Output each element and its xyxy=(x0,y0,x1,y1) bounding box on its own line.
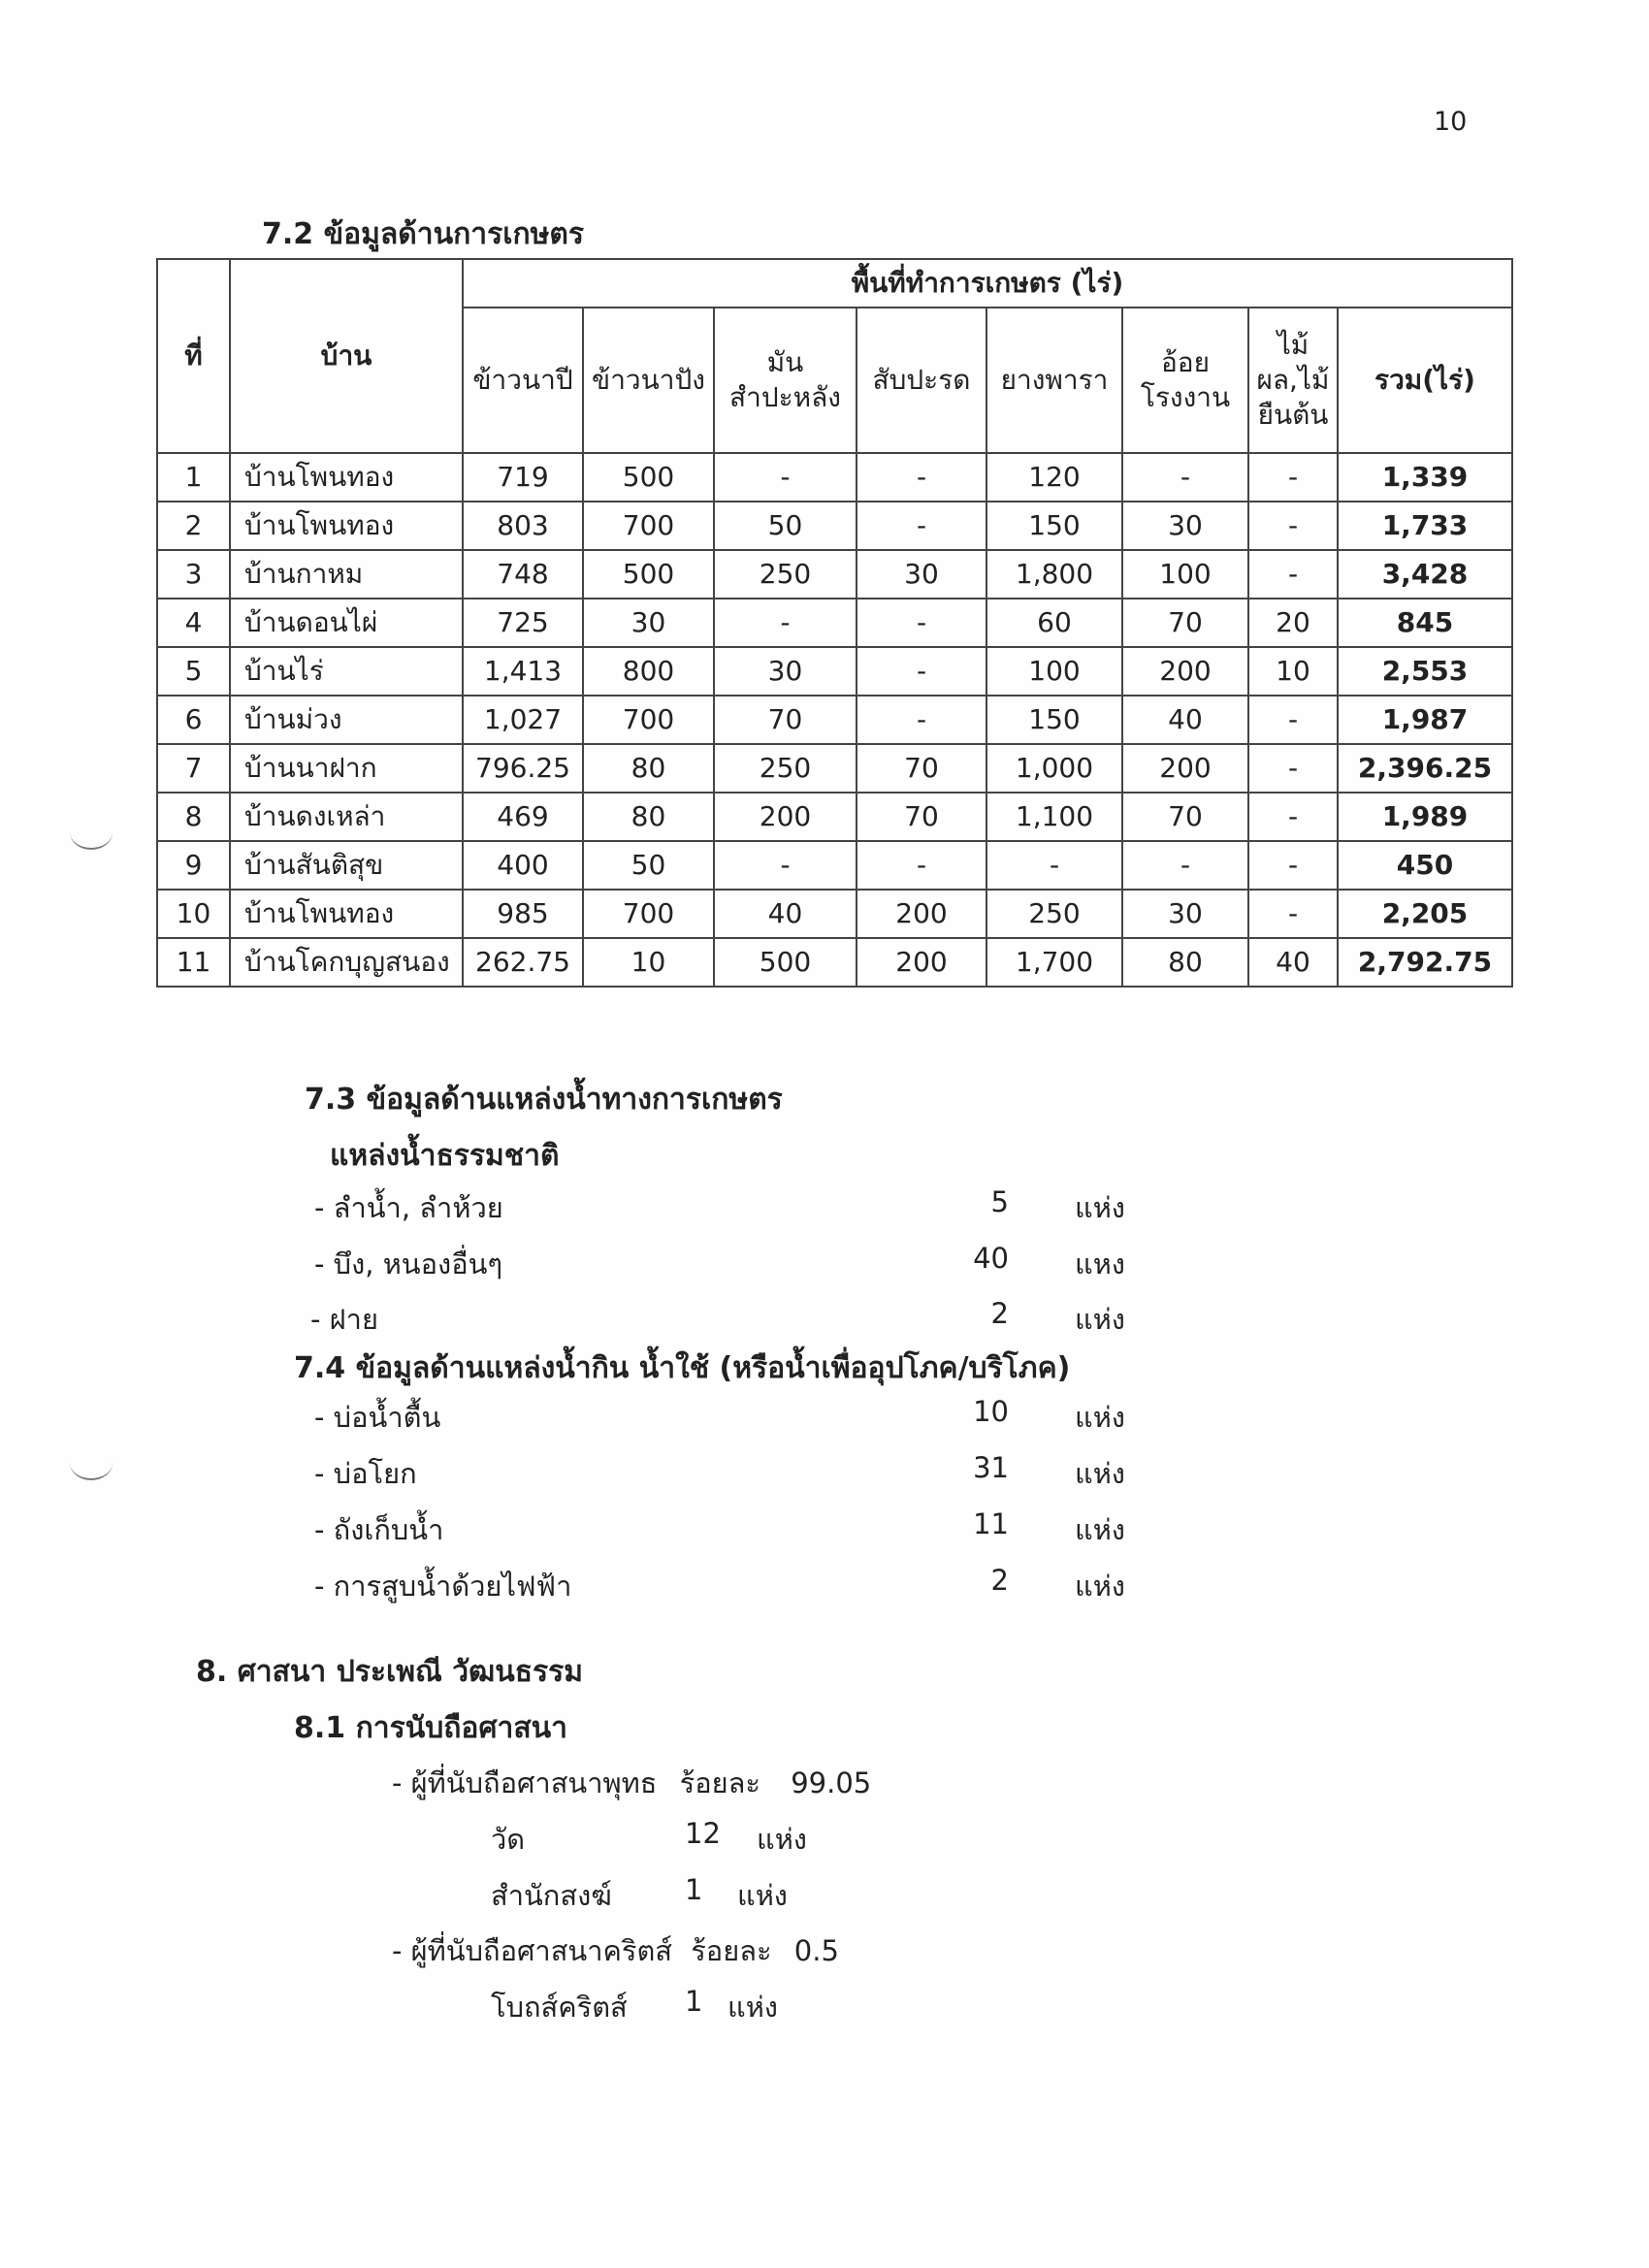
cell-area: 700 xyxy=(583,502,714,550)
cell-area: 200 xyxy=(1122,744,1248,793)
cell-area: 100 xyxy=(986,647,1122,696)
cell-area: 70 xyxy=(1122,793,1248,841)
item-label: - ฝาย xyxy=(310,1303,378,1336)
cell-area: 80 xyxy=(583,744,714,793)
cell-area: 500 xyxy=(714,938,857,987)
cell-village: บ้านดอนไผ่ xyxy=(230,599,463,647)
drink-item-water-tank xyxy=(314,1507,443,1552)
religion-label: - ผู้ที่นับถือศาสนาพุทธ xyxy=(392,1766,658,1799)
water-item-stream xyxy=(314,1185,503,1230)
cell-no: 2 xyxy=(157,502,230,550)
cell-no: 6 xyxy=(157,696,230,744)
cell-area: 262.75 xyxy=(463,938,583,987)
item-unit: แห่ง xyxy=(1075,1303,1125,1336)
cell-total: 845 xyxy=(1338,599,1512,647)
col-header-pineapple: สับปะรด xyxy=(857,308,986,453)
cell-area: 1,413 xyxy=(463,647,583,696)
cell-area: - xyxy=(1248,696,1338,744)
col-header-no: ที่ xyxy=(157,259,230,453)
cell-area: - xyxy=(857,502,986,550)
cell-area: - xyxy=(714,841,857,890)
cell-area: 469 xyxy=(463,793,583,841)
cell-area: 30 xyxy=(1122,502,1248,550)
cell-area: 1,700 xyxy=(986,938,1122,987)
cell-village: บ้านโคกบุญสนอง xyxy=(230,938,463,987)
cell-area: 100 xyxy=(1122,550,1248,599)
cell-area: 20 xyxy=(1248,599,1338,647)
cell-area: 1,100 xyxy=(986,793,1122,841)
cell-area: 796.25 xyxy=(463,744,583,793)
cell-area: 50 xyxy=(714,502,857,550)
table-row xyxy=(157,841,1512,890)
cell-no: 9 xyxy=(157,841,230,890)
cell-no: 11 xyxy=(157,938,230,987)
item-count: 10 xyxy=(973,1395,1009,1428)
place-name: วัด xyxy=(491,1823,526,1856)
place-unit: แห่ง xyxy=(737,1879,788,1912)
cell-area: - xyxy=(1248,890,1338,938)
percent-value: 0.5 xyxy=(793,1934,839,1967)
cell-area: - xyxy=(714,599,857,647)
cell-area: 400 xyxy=(463,841,583,890)
cell-area: 200 xyxy=(1122,647,1248,696)
section-8-heading: 8. ศาสนา ประเพณี วัฒนธรรม xyxy=(196,1655,584,1689)
cell-village: บ้านนาฝาก xyxy=(230,744,463,793)
cell-area: - xyxy=(986,841,1122,890)
item-count: 2 xyxy=(990,1564,1009,1597)
cell-area: 500 xyxy=(583,453,714,502)
table-row xyxy=(157,938,1512,987)
cell-area: 200 xyxy=(857,938,986,987)
item-unit: แห่ง xyxy=(1075,1401,1125,1434)
cell-area: 803 xyxy=(463,502,583,550)
place-unit: แห่ง xyxy=(728,1991,778,2024)
cell-area: 30 xyxy=(1122,890,1248,938)
col-header-rice-offseason: ข้าวนาปัง xyxy=(583,308,714,453)
page-number: 10 xyxy=(1434,107,1468,137)
drink-item-electric-pump xyxy=(314,1564,571,1608)
cell-area: - xyxy=(857,453,986,502)
place-count: 1 xyxy=(685,1873,703,1906)
cell-village: บ้านกาหม xyxy=(230,550,463,599)
item-unit: แห่ง xyxy=(1075,1513,1125,1546)
cell-no: 10 xyxy=(157,890,230,938)
cell-area: - xyxy=(1248,744,1338,793)
cell-area: 748 xyxy=(463,550,583,599)
item-label: - ลำน้ำ, ลำห้วย xyxy=(314,1191,503,1224)
cell-area: 250 xyxy=(986,890,1122,938)
christian-line xyxy=(392,1928,839,1973)
cell-area: 250 xyxy=(714,550,857,599)
item-count: 11 xyxy=(973,1507,1009,1540)
buddhist-line xyxy=(392,1761,871,1805)
cell-area: 200 xyxy=(714,793,857,841)
table-row xyxy=(157,550,1512,599)
cell-total: 1,733 xyxy=(1338,502,1512,550)
col-header-rice-season: ข้าวนาปี xyxy=(463,308,583,453)
binding-hole-mark xyxy=(70,1445,113,1480)
cell-area: 80 xyxy=(1122,938,1248,987)
col-header-fruit-trees: ไม้ผล,ไม้ยืนต้น xyxy=(1248,308,1338,453)
cell-area: - xyxy=(1248,793,1338,841)
item-label: - บ่อน้ำตื้น xyxy=(314,1401,441,1434)
cell-area: - xyxy=(1248,502,1338,550)
section-7-3-heading: 7.3 ข้อมูลด้านแหล่งน้ำทางการเกษตร xyxy=(305,1083,783,1117)
cell-area: - xyxy=(1248,453,1338,502)
water-item-swamp xyxy=(314,1242,502,1286)
group-header-area: พื้นที่ทำการเกษตร (ไร่) xyxy=(463,259,1512,308)
cell-total: 1,989 xyxy=(1338,793,1512,841)
cell-village: บ้านโพนทอง xyxy=(230,502,463,550)
cell-area: 30 xyxy=(857,550,986,599)
cell-area: - xyxy=(1248,550,1338,599)
item-label: - บึง, หนองอื่นๆ xyxy=(314,1247,503,1280)
cell-area: - xyxy=(714,453,857,502)
cell-area: 70 xyxy=(857,793,986,841)
cell-village: บ้านโพนทอง xyxy=(230,890,463,938)
cell-area: - xyxy=(857,599,986,647)
place-count: 12 xyxy=(685,1817,721,1850)
section-7-3-subheading: แหล่งน้ำธรรมชาติ xyxy=(330,1139,560,1173)
cell-area: - xyxy=(1122,453,1248,502)
cell-total: 450 xyxy=(1338,841,1512,890)
cell-village: บ้านโพนทอง xyxy=(230,453,463,502)
item-unit: แห่ง xyxy=(1075,1191,1125,1224)
cell-village: บ้านดงเหล่า xyxy=(230,793,463,841)
col-header-village: บ้าน xyxy=(230,259,463,453)
section-7-2-heading: 7.2 ข้อมูลด้านการเกษตร xyxy=(262,217,585,251)
cell-area: 800 xyxy=(583,647,714,696)
item-count: 40 xyxy=(973,1242,1009,1275)
cell-area: 80 xyxy=(583,793,714,841)
cell-village: บ้านไร่ xyxy=(230,647,463,696)
cell-area: 500 xyxy=(583,550,714,599)
cell-area: 1,027 xyxy=(463,696,583,744)
section-8-1-heading: 8.1 การนับถือศาสนา xyxy=(294,1711,567,1745)
cell-area: 70 xyxy=(857,744,986,793)
percent-label: ร้อยละ xyxy=(691,1934,772,1967)
cell-total: 2,792.75 xyxy=(1338,938,1512,987)
cell-area: - xyxy=(857,696,986,744)
cell-area: 10 xyxy=(583,938,714,987)
table-row xyxy=(157,453,1512,502)
percent-label: ร้อยละ xyxy=(679,1766,760,1799)
place-name: โบถส์คริตส์ xyxy=(491,1991,628,2024)
cell-area: 120 xyxy=(986,453,1122,502)
item-unit: แห่ง xyxy=(1075,1570,1125,1603)
cell-area: 700 xyxy=(583,890,714,938)
cell-area: 30 xyxy=(714,647,857,696)
item-count: 2 xyxy=(990,1297,1009,1330)
cell-area: 50 xyxy=(583,841,714,890)
cell-area: 70 xyxy=(714,696,857,744)
item-unit: แห่ง xyxy=(1075,1457,1125,1490)
item-label: - ถังเก็บน้ำ xyxy=(314,1513,444,1546)
cell-area: 40 xyxy=(1122,696,1248,744)
section-7-4-heading: 7.4 ข้อมูลด้านแหล่งน้ำกิน น้ำใช้ (หรือน้ำเพื่ออุปโภค/บริโภค) xyxy=(294,1351,1071,1385)
cell-area: - xyxy=(857,841,986,890)
table-row xyxy=(157,599,1512,647)
cell-area: 70 xyxy=(1122,599,1248,647)
cell-total: 2,553 xyxy=(1338,647,1512,696)
cell-village: บ้านม่วง xyxy=(230,696,463,744)
cell-area: 725 xyxy=(463,599,583,647)
col-header-rubber: ยางพารา xyxy=(986,308,1122,453)
item-count: 5 xyxy=(990,1185,1009,1218)
place-count: 1 xyxy=(685,1985,703,2018)
water-item-weir xyxy=(310,1297,378,1342)
religion-label: - ผู้ที่นับถือศาสนาคริตส์ xyxy=(392,1934,673,1967)
table-row xyxy=(157,793,1512,841)
cell-total: 3,428 xyxy=(1338,550,1512,599)
table-row xyxy=(157,696,1512,744)
drink-item-hand-pump xyxy=(314,1451,417,1496)
cell-no: 1 xyxy=(157,453,230,502)
cell-area: 60 xyxy=(986,599,1122,647)
cell-area: - xyxy=(1248,841,1338,890)
table-row xyxy=(157,744,1512,793)
cell-area: 40 xyxy=(1248,938,1338,987)
percent-value: 99.05 xyxy=(791,1766,872,1799)
item-label: - บ่อโยก xyxy=(314,1457,417,1490)
cell-area: 10 xyxy=(1248,647,1338,696)
item-unit: แหง xyxy=(1075,1247,1125,1280)
cell-no: 8 xyxy=(157,793,230,841)
cell-area: - xyxy=(1122,841,1248,890)
cell-no: 4 xyxy=(157,599,230,647)
table-row xyxy=(157,647,1512,696)
cell-total: 1,987 xyxy=(1338,696,1512,744)
cell-area: 40 xyxy=(714,890,857,938)
cell-area: - xyxy=(857,647,986,696)
col-header-cassava: มันสำปะหลัง xyxy=(714,308,857,453)
cell-area: 30 xyxy=(583,599,714,647)
cell-area: 150 xyxy=(986,696,1122,744)
place-name: สำนักสงฆ์ xyxy=(491,1879,612,1912)
cell-area: 150 xyxy=(986,502,1122,550)
place-unit: แห่ง xyxy=(757,1823,807,1856)
item-count: 31 xyxy=(973,1451,1009,1484)
cell-area: 985 xyxy=(463,890,583,938)
cell-no: 7 xyxy=(157,744,230,793)
cell-total: 2,205 xyxy=(1338,890,1512,938)
cell-area: 700 xyxy=(583,696,714,744)
item-label: - การสูบน้ำด้วยไฟฟ้า xyxy=(314,1570,572,1603)
cell-area: 1,800 xyxy=(986,550,1122,599)
table-row xyxy=(157,890,1512,938)
cell-no: 3 xyxy=(157,550,230,599)
cell-area: 200 xyxy=(857,890,986,938)
cell-area: 719 xyxy=(463,453,583,502)
table-row xyxy=(157,502,1512,550)
cell-village: บ้านสันติสุข xyxy=(230,841,463,890)
cell-total: 2,396.25 xyxy=(1338,744,1512,793)
binding-hole-mark xyxy=(70,815,113,850)
cell-area: 1,000 xyxy=(986,744,1122,793)
cell-area: 250 xyxy=(714,744,857,793)
cell-no: 5 xyxy=(157,647,230,696)
cell-total: 1,339 xyxy=(1338,453,1512,502)
agriculture-table xyxy=(156,258,1513,988)
drink-item-shallow-well xyxy=(314,1395,440,1440)
col-header-total: รวม(ไร่) xyxy=(1338,308,1512,453)
col-header-sugarcane: อ้อยโรงงาน xyxy=(1122,308,1248,453)
